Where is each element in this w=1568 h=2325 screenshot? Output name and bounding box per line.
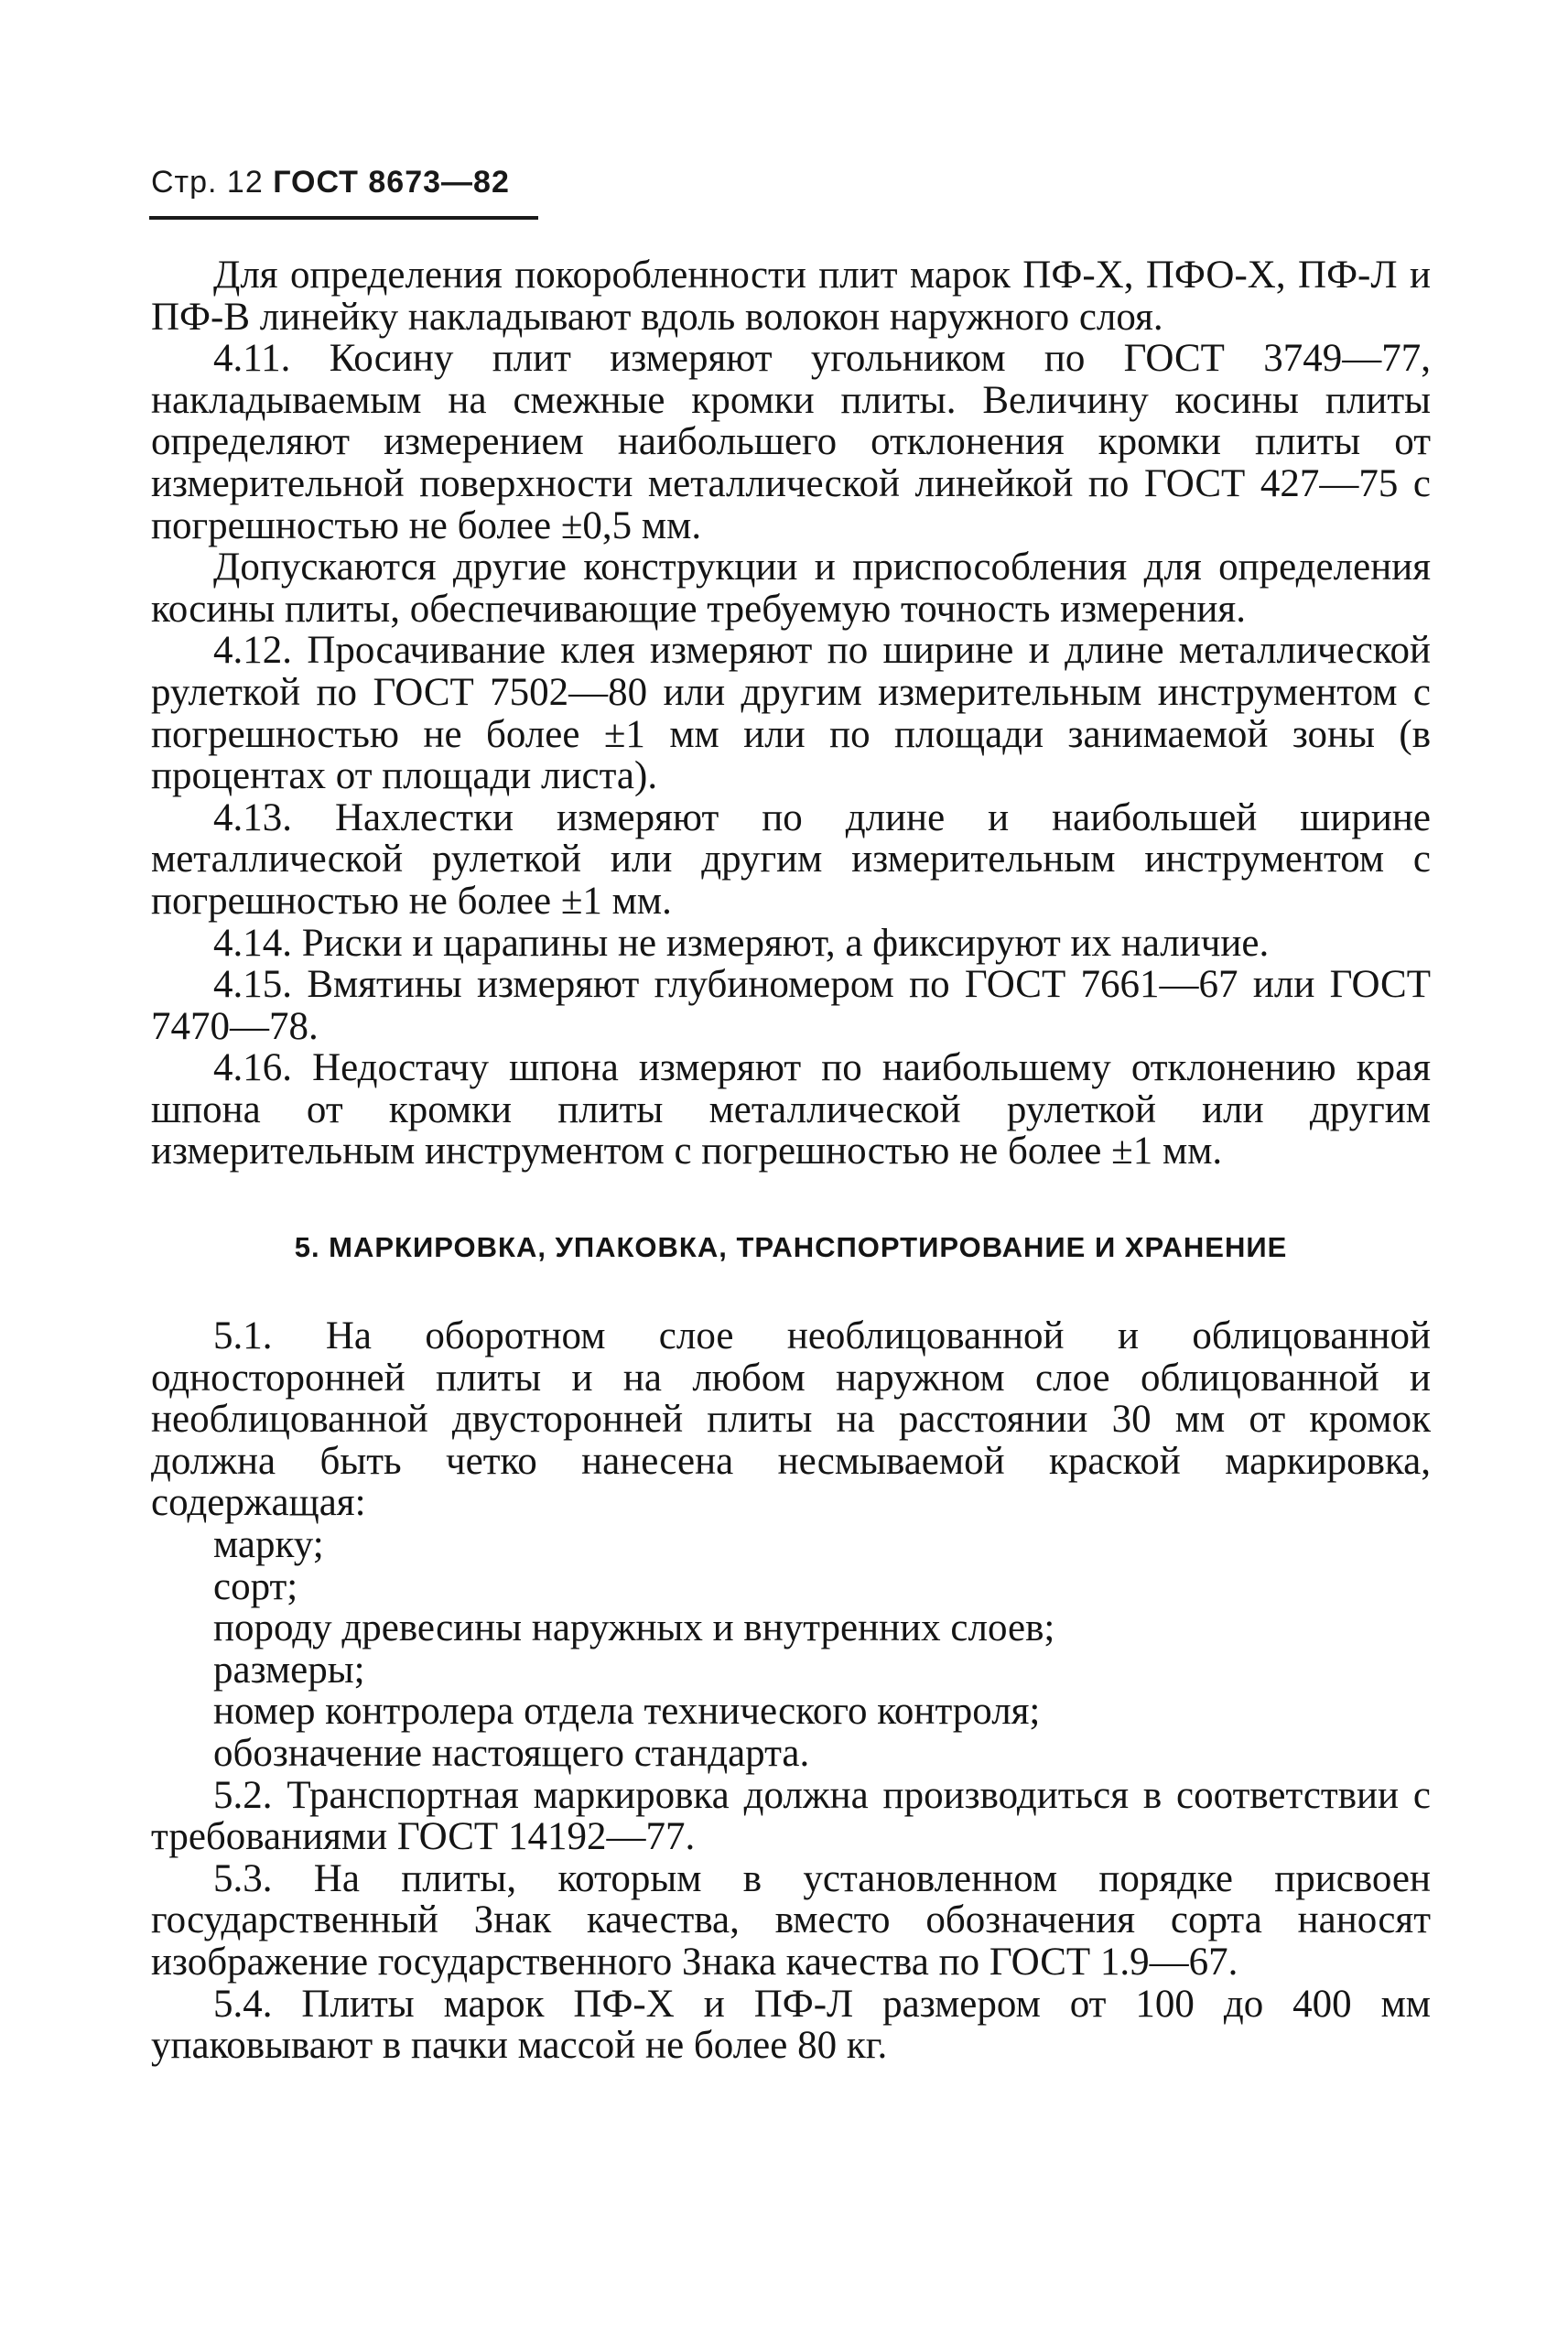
paragraph-5-3: 5.3. На плиты, которым в установленном порядке присвоен государственный Знак качества, вместо обозначения сорта наносят изображение государственного Знака качества по ГОСТ 1.9—67. [151, 1856, 1431, 1984]
list-item: сорт; [213, 1564, 298, 1608]
page-number-label: Стр. 12 [151, 165, 264, 200]
header-rule [149, 216, 538, 220]
section-5-heading: 5. МАРКИРОВКА, УПАКОВКА, ТРАНСПОРТИРОВАНИЕ И ХРАНЕНИЕ [294, 1231, 1288, 1264]
paragraph-4-14: 4.14. Риски и царапины не измеряют, а фиксируют их наличие. [213, 921, 1270, 965]
paragraph-4-11-note: Допускаются другие конструкции и приспособления для определения косины плиты, обеспечивающие требуемую точность измерения. [151, 546, 1431, 631]
standard-designation: ГОСТ 8673—82 [273, 165, 510, 200]
list-item: марку; [213, 1523, 324, 1567]
paragraph-4-15: 4.15. Вмятины измеряют глубиномером по ГОСТ 7661—67 или ГОСТ 7470—78. [151, 963, 1431, 1048]
running-header [151, 165, 510, 200]
paragraph-5-4: 5.4. Плиты марок ПФ-Х и ПФ-Л размером от 100 до 400 мм упаковывают в пачки массой не более 80 кг. [151, 1982, 1431, 2068]
list-item: породу древесины наружных и внутренних слоев; [213, 1606, 1055, 1650]
marking-contents-list [151, 1524, 1431, 1775]
paragraph-4-11: 4.11. Косину плит измеряют угольником по ГОСТ 3749—77, накладываемым на смежные кромки плиты. Величину косины плиты определяют измерением наибольшего отклонения кромки плиты от измерительной поверхности металлической линейкой по ГОСТ 427—75 с погрешностью не более ±0,5 мм. [151, 337, 1431, 547]
paragraph-4-16: 4.16. Недостачу шпона измеряют по наибольшему отклонению края шпона от кромки плиты металлической рулеткой или другим измерительным инструментом с погрешностью не более ±1 мм. [151, 1046, 1431, 1173]
list-item: обозначение настоящего стандарта. [213, 1732, 810, 1775]
body-text [151, 254, 1431, 2067]
paragraph-4-12: 4.12. Просачивание клея измеряют по ширине и длине металлической рулеткой по ГОСТ 7502—80 или другим измерительным инструментом с погрешностью не более ±1 мм или по площади занимаемой зоны (в процентах от площади листа). [151, 629, 1431, 798]
list-item: размеры; [213, 1648, 365, 1692]
list-item: номер контролера отдела технического контроля; [213, 1690, 1041, 1734]
paragraph-5-2: 5.2. Транспортная маркировка должна производиться в соответствии с требованиями ГОСТ 14192—77. [151, 1773, 1431, 1859]
paragraph-4-13: 4.13. Нахлестки измеряют по длине и наибольшей ширине металлической рулеткой или другим измерительным инструментом с погрешностью не более ±1 мм. [151, 795, 1431, 923]
paragraph-warp-measurement: Для определения покоробленности плит марок ПФ-Х, ПФО-Х, ПФ-Л и ПФ-В линейку накладывают вдоль волокон наружного слоя. [151, 254, 1431, 339]
paragraph-5-1: 5.1. На оборотном слое необлицованной и облицованной односторонней плиты и на любом наружном слое облицованной и необлицованной двусторонней плиты на расстоянии 30 мм от кромок должна быть четко нанесена несмываемой краской маркировка, содержащая: [151, 1314, 1431, 1525]
